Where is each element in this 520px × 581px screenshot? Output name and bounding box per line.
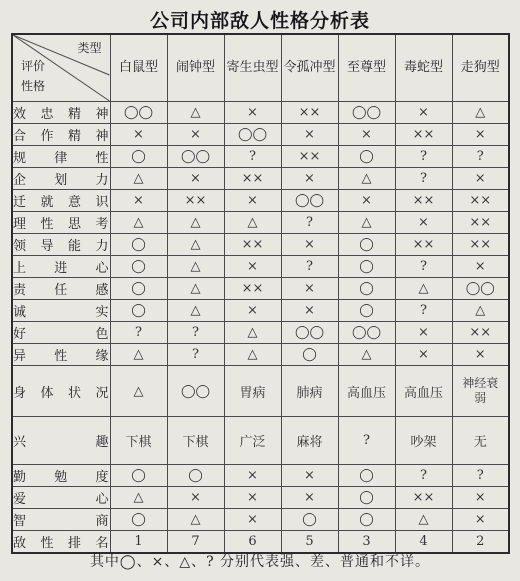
rating-cell: △	[224, 344, 281, 366]
rating-cell: ◯◯	[224, 124, 281, 146]
rating-cell: ◯	[338, 465, 395, 487]
rating-cell: 5	[281, 531, 338, 553]
table-row	[12, 124, 509, 146]
corner-label-evaluation: 评价	[21, 59, 46, 73]
rating-cell: ××	[224, 234, 281, 256]
rating-cell: △	[224, 322, 281, 344]
rating-cell: ◯	[281, 344, 338, 366]
row-label: 身体状况	[12, 366, 110, 417]
rating-cell: ×	[167, 168, 224, 190]
rating-cell: 高血压	[395, 366, 452, 417]
rating-cell: ×	[224, 300, 281, 322]
table-row	[12, 146, 509, 168]
rating-cell: ◯◯	[167, 366, 224, 417]
row-label: 规律性	[12, 146, 110, 168]
rating-cell: △	[452, 102, 509, 124]
rating-cell: △	[224, 212, 281, 234]
rating-cell: △	[167, 234, 224, 256]
rating-cell: ?	[281, 256, 338, 278]
rating-cell: △	[167, 256, 224, 278]
rating-cell: ×	[110, 124, 167, 146]
rating-cell: 1	[110, 531, 167, 553]
rating-cell: ?	[167, 322, 224, 344]
rating-cell: ×	[281, 465, 338, 487]
rating-cell: ?	[395, 256, 452, 278]
rating-cell: ◯◯	[281, 190, 338, 212]
rating-cell: △	[110, 487, 167, 509]
rating-cell: ××	[224, 168, 281, 190]
row-label: 迁就意识	[12, 190, 110, 212]
rating-cell: ?	[110, 322, 167, 344]
rating-cell: 7	[167, 531, 224, 553]
row-label: 企划力	[12, 168, 110, 190]
rating-cell: ?	[395, 146, 452, 168]
rating-cell: 无	[452, 417, 509, 465]
row-label: 智商	[12, 509, 110, 531]
rating-cell: ◯	[338, 487, 395, 509]
rating-cell: △	[110, 168, 167, 190]
table-row	[12, 465, 509, 487]
row-label: 异性缘	[12, 344, 110, 366]
rating-cell: ××	[395, 190, 452, 212]
rating-cell: △	[167, 509, 224, 531]
table-body	[12, 102, 509, 553]
rating-cell: ?	[452, 465, 509, 487]
rating-cell: ◯	[338, 146, 395, 168]
rating-cell: ×	[224, 190, 281, 212]
rating-cell: △	[338, 344, 395, 366]
rating-cell: △	[167, 212, 224, 234]
row-label: 诚实	[12, 300, 110, 322]
row-label: 上进心	[12, 256, 110, 278]
rating-cell: ×	[338, 190, 395, 212]
rating-cell: ?	[395, 168, 452, 190]
rating-cell: ×	[395, 322, 452, 344]
rating-cell: ◯	[338, 300, 395, 322]
rating-cell: 6	[224, 531, 281, 553]
rating-cell: ◯	[338, 509, 395, 531]
rating-cell: ?	[281, 212, 338, 234]
rating-cell: 2	[452, 531, 509, 553]
rating-cell: ××	[281, 146, 338, 168]
table-row	[12, 234, 509, 256]
rating-cell: ××	[452, 234, 509, 256]
personality-table	[11, 33, 510, 554]
rating-cell: ?	[167, 344, 224, 366]
table-row	[12, 256, 509, 278]
row-label: 责任感	[12, 278, 110, 300]
rating-cell: ××	[395, 487, 452, 509]
table-row	[12, 417, 509, 465]
rating-cell: △	[167, 300, 224, 322]
rating-cell: ?	[224, 146, 281, 168]
type-header: 走狗型	[452, 34, 509, 102]
rating-cell: ×	[281, 234, 338, 256]
rating-cell: ?	[452, 146, 509, 168]
rating-cell: ×	[224, 102, 281, 124]
row-label: 合作精神	[12, 124, 110, 146]
rating-cell: ×	[281, 168, 338, 190]
rating-cell: ×	[452, 168, 509, 190]
corner-label-trait: 性格	[21, 79, 46, 93]
rating-cell: 下棋	[110, 417, 167, 465]
table-row	[12, 344, 509, 366]
table-row	[12, 102, 509, 124]
rating-cell: △	[167, 102, 224, 124]
rating-cell: ◯◯	[338, 322, 395, 344]
rating-cell: ××	[452, 190, 509, 212]
rating-cell: ×	[224, 256, 281, 278]
table-row	[12, 278, 509, 300]
rating-cell: ◯	[167, 465, 224, 487]
row-label: 效忠精神	[12, 102, 110, 124]
rating-cell: ◯	[110, 465, 167, 487]
row-label: 好色	[12, 322, 110, 344]
rating-cell: ◯	[110, 234, 167, 256]
rating-cell: ×	[281, 487, 338, 509]
rating-cell: ×	[281, 124, 338, 146]
rating-cell: ◯	[338, 256, 395, 278]
rating-cell: ××	[452, 322, 509, 344]
rating-cell: ×	[281, 278, 338, 300]
rating-cell: ◯	[110, 256, 167, 278]
rating-cell: ×	[395, 102, 452, 124]
rating-cell: ××	[452, 212, 509, 234]
rating-cell: ◯	[110, 146, 167, 168]
rating-cell: 高血压	[338, 366, 395, 417]
rating-cell: ?	[338, 417, 395, 465]
rating-cell: 下棋	[167, 417, 224, 465]
rating-cell: 胃病	[224, 366, 281, 417]
rating-cell: △	[395, 509, 452, 531]
rating-cell: ×	[167, 487, 224, 509]
table-row	[12, 366, 509, 417]
rating-cell: ×	[452, 487, 509, 509]
rating-cell: ×	[224, 509, 281, 531]
rating-cell: ?	[395, 300, 452, 322]
rating-cell: ◯	[281, 509, 338, 531]
legend-note: 其中◯、×、△、? 分别代表强、差、普通和不详。	[89, 554, 431, 570]
rating-cell: ×	[224, 465, 281, 487]
rating-cell: ×	[395, 344, 452, 366]
rating-cell: ×	[452, 256, 509, 278]
rating-cell: 广泛	[224, 417, 281, 465]
rating-cell: ◯◯	[167, 146, 224, 168]
rating-cell: 吵架	[395, 417, 452, 465]
rating-cell: △	[110, 344, 167, 366]
rating-cell: ××	[395, 124, 452, 146]
type-header: 至尊型	[338, 34, 395, 102]
rating-cell: ◯◯	[338, 102, 395, 124]
rating-cell: ×	[338, 124, 395, 146]
corner-label-type: 类型	[77, 41, 102, 55]
rating-cell: ××	[395, 234, 452, 256]
rating-cell: ◯	[338, 278, 395, 300]
rating-cell: ◯◯	[110, 102, 167, 124]
row-label: 勤勉度	[12, 465, 110, 487]
table-title: 公司内部敌人性格分析表	[149, 10, 370, 32]
rating-cell: △	[338, 168, 395, 190]
rating-cell: ◯◯	[452, 278, 509, 300]
rating-cell: △	[110, 212, 167, 234]
rating-cell: △	[452, 300, 509, 322]
row-label: 兴趣	[12, 417, 110, 465]
rating-cell: 麻将	[281, 417, 338, 465]
rating-cell: 4	[395, 531, 452, 553]
rating-cell: ◯	[110, 300, 167, 322]
rating-cell: ×	[281, 300, 338, 322]
rating-cell: 神经衰弱	[452, 366, 509, 417]
table-row	[12, 190, 509, 212]
rating-cell: ×	[110, 190, 167, 212]
table-row	[12, 487, 509, 509]
rating-cell: △	[110, 366, 167, 417]
rating-cell: ×	[224, 487, 281, 509]
rating-cell: ×	[452, 124, 509, 146]
row-label: 爱心	[12, 487, 110, 509]
rating-cell: ×	[452, 344, 509, 366]
rating-cell: ◯◯	[281, 322, 338, 344]
row-label: 理性思考	[12, 212, 110, 234]
rating-cell: ××	[224, 278, 281, 300]
rating-cell: ××	[281, 102, 338, 124]
table-row	[12, 168, 509, 190]
rating-cell: ◯	[338, 234, 395, 256]
rating-cell: ×	[395, 212, 452, 234]
type-header: 令孤冲型	[281, 34, 338, 102]
corner-header	[12, 34, 110, 102]
type-header: 寄生虫型	[224, 34, 281, 102]
rating-cell: ×	[452, 509, 509, 531]
table-row	[12, 509, 509, 531]
table-row	[12, 300, 509, 322]
rating-cell: 3	[338, 531, 395, 553]
table-row	[12, 212, 509, 234]
rating-cell: △	[338, 212, 395, 234]
type-header: 闹钟型	[167, 34, 224, 102]
rating-cell: ◯	[110, 278, 167, 300]
rating-cell: ××	[167, 190, 224, 212]
rating-cell: △	[167, 278, 224, 300]
table-row	[12, 531, 509, 553]
rating-cell: 肺病	[281, 366, 338, 417]
type-header: 白鼠型	[110, 34, 167, 102]
rating-cell: △	[395, 278, 452, 300]
rating-cell: ◯	[110, 509, 167, 531]
type-header: 毒蛇型	[395, 34, 452, 102]
header-row	[12, 34, 509, 102]
rating-cell: ?	[395, 465, 452, 487]
table-row	[12, 322, 509, 344]
rating-cell: ×	[167, 124, 224, 146]
row-label: 领导能力	[12, 234, 110, 256]
row-label: 敌性排名	[12, 531, 110, 553]
